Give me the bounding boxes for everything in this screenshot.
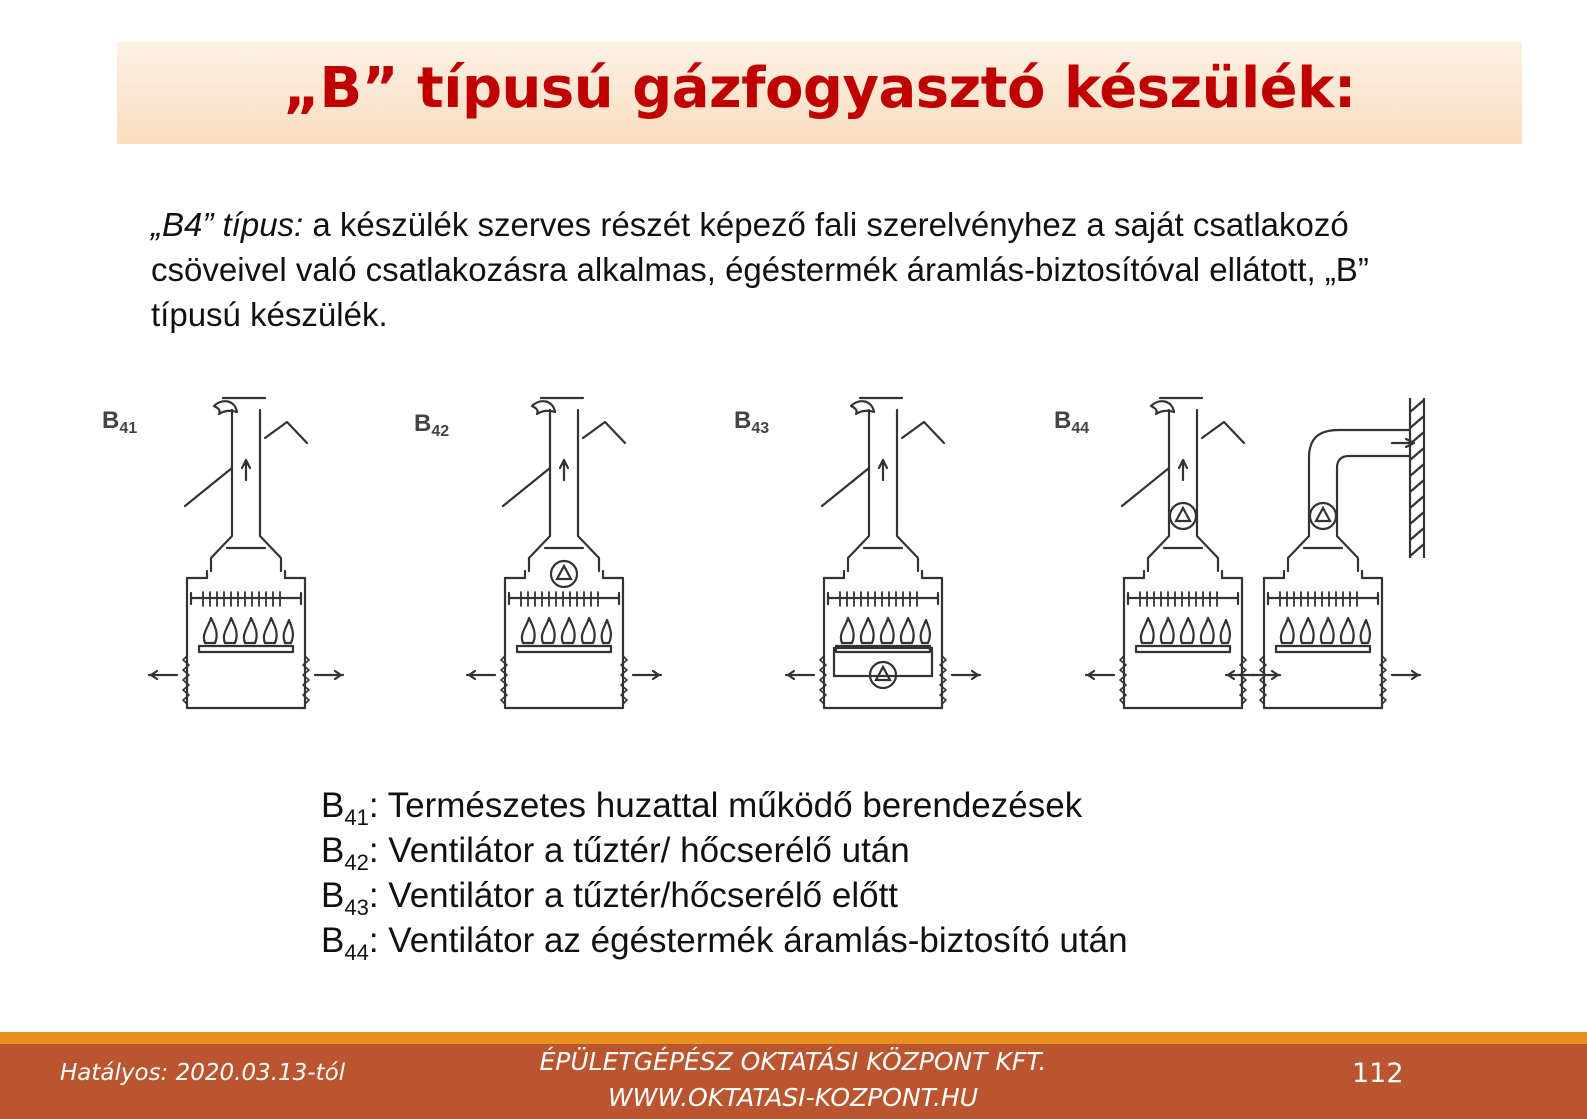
- legend-item-b43: $B_{43}$: Ventilátor a tűztér/hőcserélő előtt: [321, 876, 899, 920]
- appliance-diagrams: [92, 388, 1462, 718]
- legend-list: [321, 783, 1321, 963]
- footer-stripe: [0, 1032, 1587, 1044]
- diagram-label-b43: $B_{43}$: [734, 407, 770, 437]
- organization: [493, 1044, 1093, 1116]
- organization-name: ÉPÜLETGÉPÉSZ OKTATÁSI KÖZPONT KFT.: [539, 1047, 1047, 1076]
- intro-term: „B4” típus:: [151, 206, 304, 243]
- appliance-diagrams-svg: [92, 388, 1462, 718]
- legend-item-b41: $B_{41}$: Természetes huzattal működő berendezések: [321, 786, 1083, 830]
- page-title: „B” típusú gázfogyasztó készülék:: [283, 56, 1356, 121]
- intro-text: a készülék szerves részét képező fali szerelvényhez a saját csatlakozó csöveivel való csatlakozásra alkalmas, égéstermék áramlás-biztosítóval ellátott, „B” típusú készülék.: [151, 206, 1369, 333]
- legend-item-b42: $B_{42}$: Ventilátor a tűztér/ hőcserélő után: [321, 831, 910, 875]
- organization-website: WWW.OKTATASI-KOZPONT.HU: [607, 1083, 979, 1112]
- diagram-label-b44: $B_{44}$: [1054, 407, 1090, 437]
- diagram-label-b41: $B_{41}$: [102, 407, 138, 437]
- page-number: 112: [1352, 1058, 1404, 1089]
- intro-paragraph: [151, 202, 1401, 337]
- validity-date: Hatályos: 2020.03.13-tól: [60, 1060, 346, 1086]
- legend-item-b44: $B_{44}$: Ventilátor az égéstermék áramlás-biztosító után: [321, 921, 1128, 965]
- footer: [0, 1044, 1587, 1119]
- title-band: [117, 42, 1522, 144]
- diagram-label-b42: $B_{42}$: [414, 410, 450, 440]
